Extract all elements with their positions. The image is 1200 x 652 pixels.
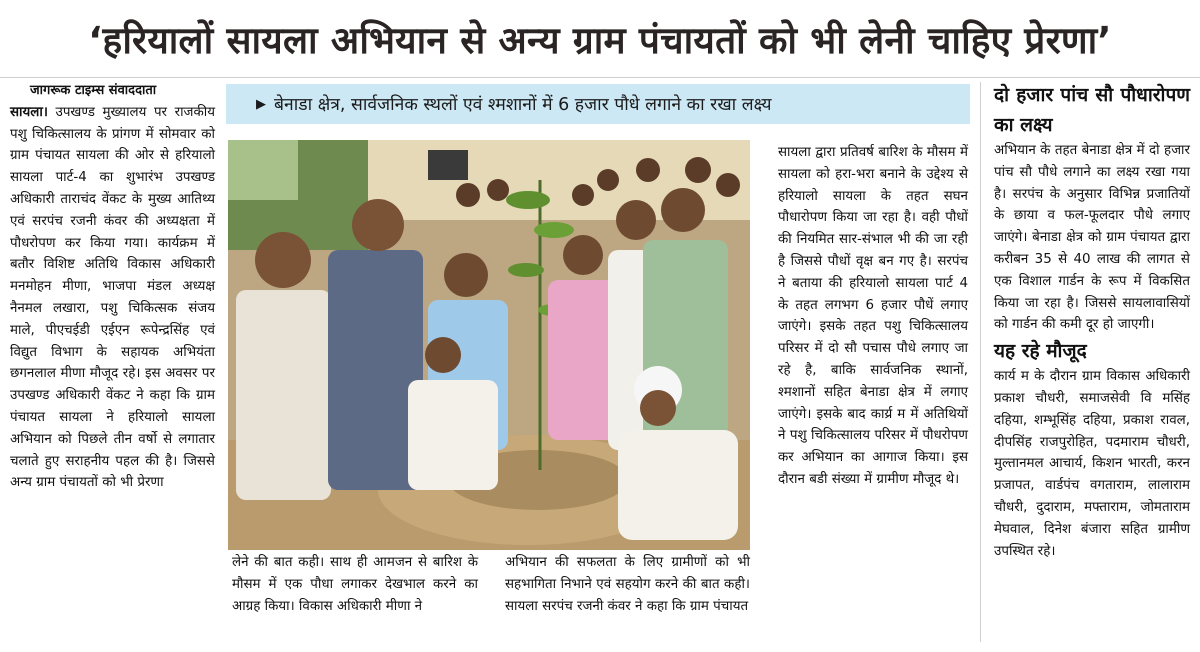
headline: ‘हरियालों सायला अभियान से अन्य ग्राम पंचायतों को भी लेनी चाहिए प्रेरणा’ bbox=[0, 0, 1200, 78]
side-heading-present: यह रहे मौजूद bbox=[994, 340, 1087, 363]
byline: जागरूक टाइम्स संवाददाता bbox=[30, 83, 157, 98]
column-below-photo-left: लेने की बात कही। साथ ही आमजन से बारिश के मौसम में एक पौधा लगाकर देखभाल करने का आग्रह किया। विकास अधिकारी मीणा ने bbox=[232, 555, 478, 614]
lead-text: उपखण्ड मुख्यालय पर राजकीय पशु चिकित्सालय के प्रांगण में सोमवार को ग्राम पंचायत सायला की ओर से हरियालो सायला पार्ट-4 का शुभारंभ उपखण्ड अधिकारी ताराचंद वेंकट के मुख्य आतिथ्य एवं सरपंच रजनी कंवर की अध्यक्षता में पौधरोपण कर किया गया। कार्यक्रम में बतौर विशिष्ट अतिथि विकास अधिकारी मनमोहन मीणा, भाजपा मंडल अध्यक्ष नैनमल लखारा, पशु चिकित्सक संजय माले, पीएचईडी एईएन रूपेन्द्रसिंह एवं विद्युत विभाग के सहायक अभियंता छगनलाल मीणा मौजूद रहे। इस अवसर पर उपखण्ड अधिकारी वेंकट ने कहा कि ग्राम पंचायत सायला ने हरियालो सायला अभियान को पिछले तीन वर्षो से लगातार चलाते हुए सराहनीय पहल की है। जिससे अन्य ग्राम पंचायतों को भी प्रेरणा bbox=[10, 104, 215, 491]
dateline: सायला। bbox=[10, 104, 48, 120]
triangle-right-icon: ▶ bbox=[256, 96, 266, 112]
news-photo-plantation bbox=[228, 140, 750, 550]
column-beside-photo: सायला द्वारा प्रतिवर्ष बारिश के मौसम में सायला को हरा-भरा बनाने के उद्देश्य से हरियालो सायला के तहत सघन पौधारोपण किया जा रहा है। वही पौधों की नियमित सार-संभाल भी की जा रही है जिससे पौधों वृक्ष बन गए है। सरपंच ने बताया की हरियालो सायला पार्ट 4 के तहत लगभग 6 हजार पौधें लगाए जाएंगे। इसके तहत पशु चिकित्सालय परिसर में दो सौ पचास पौधे लगाए जा रहे है, बाकि सार्वजनिक स्थानों, श्मशानों सहित बेनाडा क्षेत्र में लगाए जाएंगे। इसके बाद कार्य्र म में अतिथियों ने पशु चिकित्सालय परिसर में पौधरोपण कर अभियान का आगाज किया। इस दौरान बडी संख्या में ग्रामीण मौजूद थे। bbox=[778, 145, 968, 487]
photo-illustration bbox=[228, 140, 750, 550]
side-text-target: अभियान के तहत बेनाडा क्षेत्र में दो हजार पांच सौ पौधे लगाने का लक्ष्य रखा गया है। सरपंच के अनुसार विभिन्न प्रजातियों के छाया व फल-फूलदार पौधे लगाए जाएंगे। बेनाडा क्षेत्र को ग्राम पंचायत द्वारा करीबन 35 से 40 लाख की लागत से एक विशाल गार्डन के रूप में विकसित किया जा रहा है। जिससे सायलावासियों को गार्डन की कमी दूर हो जाएगी। bbox=[994, 143, 1190, 333]
sidebar-column bbox=[994, 80, 1190, 562]
column-lead bbox=[10, 80, 215, 494]
lead-paragraph bbox=[10, 102, 215, 494]
subheadline-banner bbox=[226, 84, 970, 124]
column-below-photo-right: अभियान की सफलता के लिए ग्रामीणों को भी सहभागिता निभाने एवं सहयोग करने की बात कही। सायला सरपंच रजनी कंवर ने कहा कि ग्राम पंचायत bbox=[505, 555, 750, 614]
side-text-present: कार्य म के दौरान ग्राम विकास अधिकारी प्रकाश चौधरी, समाजसेवी वि मसिंह दहिया, शम्भूसिंह दहिया, प्रकाश रावल, दीपसिंह राजपुरोहित, पदमाराम चौधरी, मुल्तानमल आचार्य, किशन भारती, करन प्रजापत, वार्डपंच वगताराम, लालाराम चौधरी, दुदाराम, मफ्ताराम, जोमताराम मेघवाल, दिनेश बंजारा सहित ग्रामीण उपस्थित रहे। bbox=[994, 369, 1190, 559]
subheadline-text: बेनाडा क्षेत्र, सार्वजनिक स्थलों एवं श्मशानों में 6 हजार पौधे लगाने का रखा लक्ष्य bbox=[274, 95, 772, 115]
column-divider-right bbox=[980, 82, 981, 642]
side-heading-target: दो हजार पांच सौ पौधारोपण का लक्ष्य bbox=[994, 84, 1190, 136]
